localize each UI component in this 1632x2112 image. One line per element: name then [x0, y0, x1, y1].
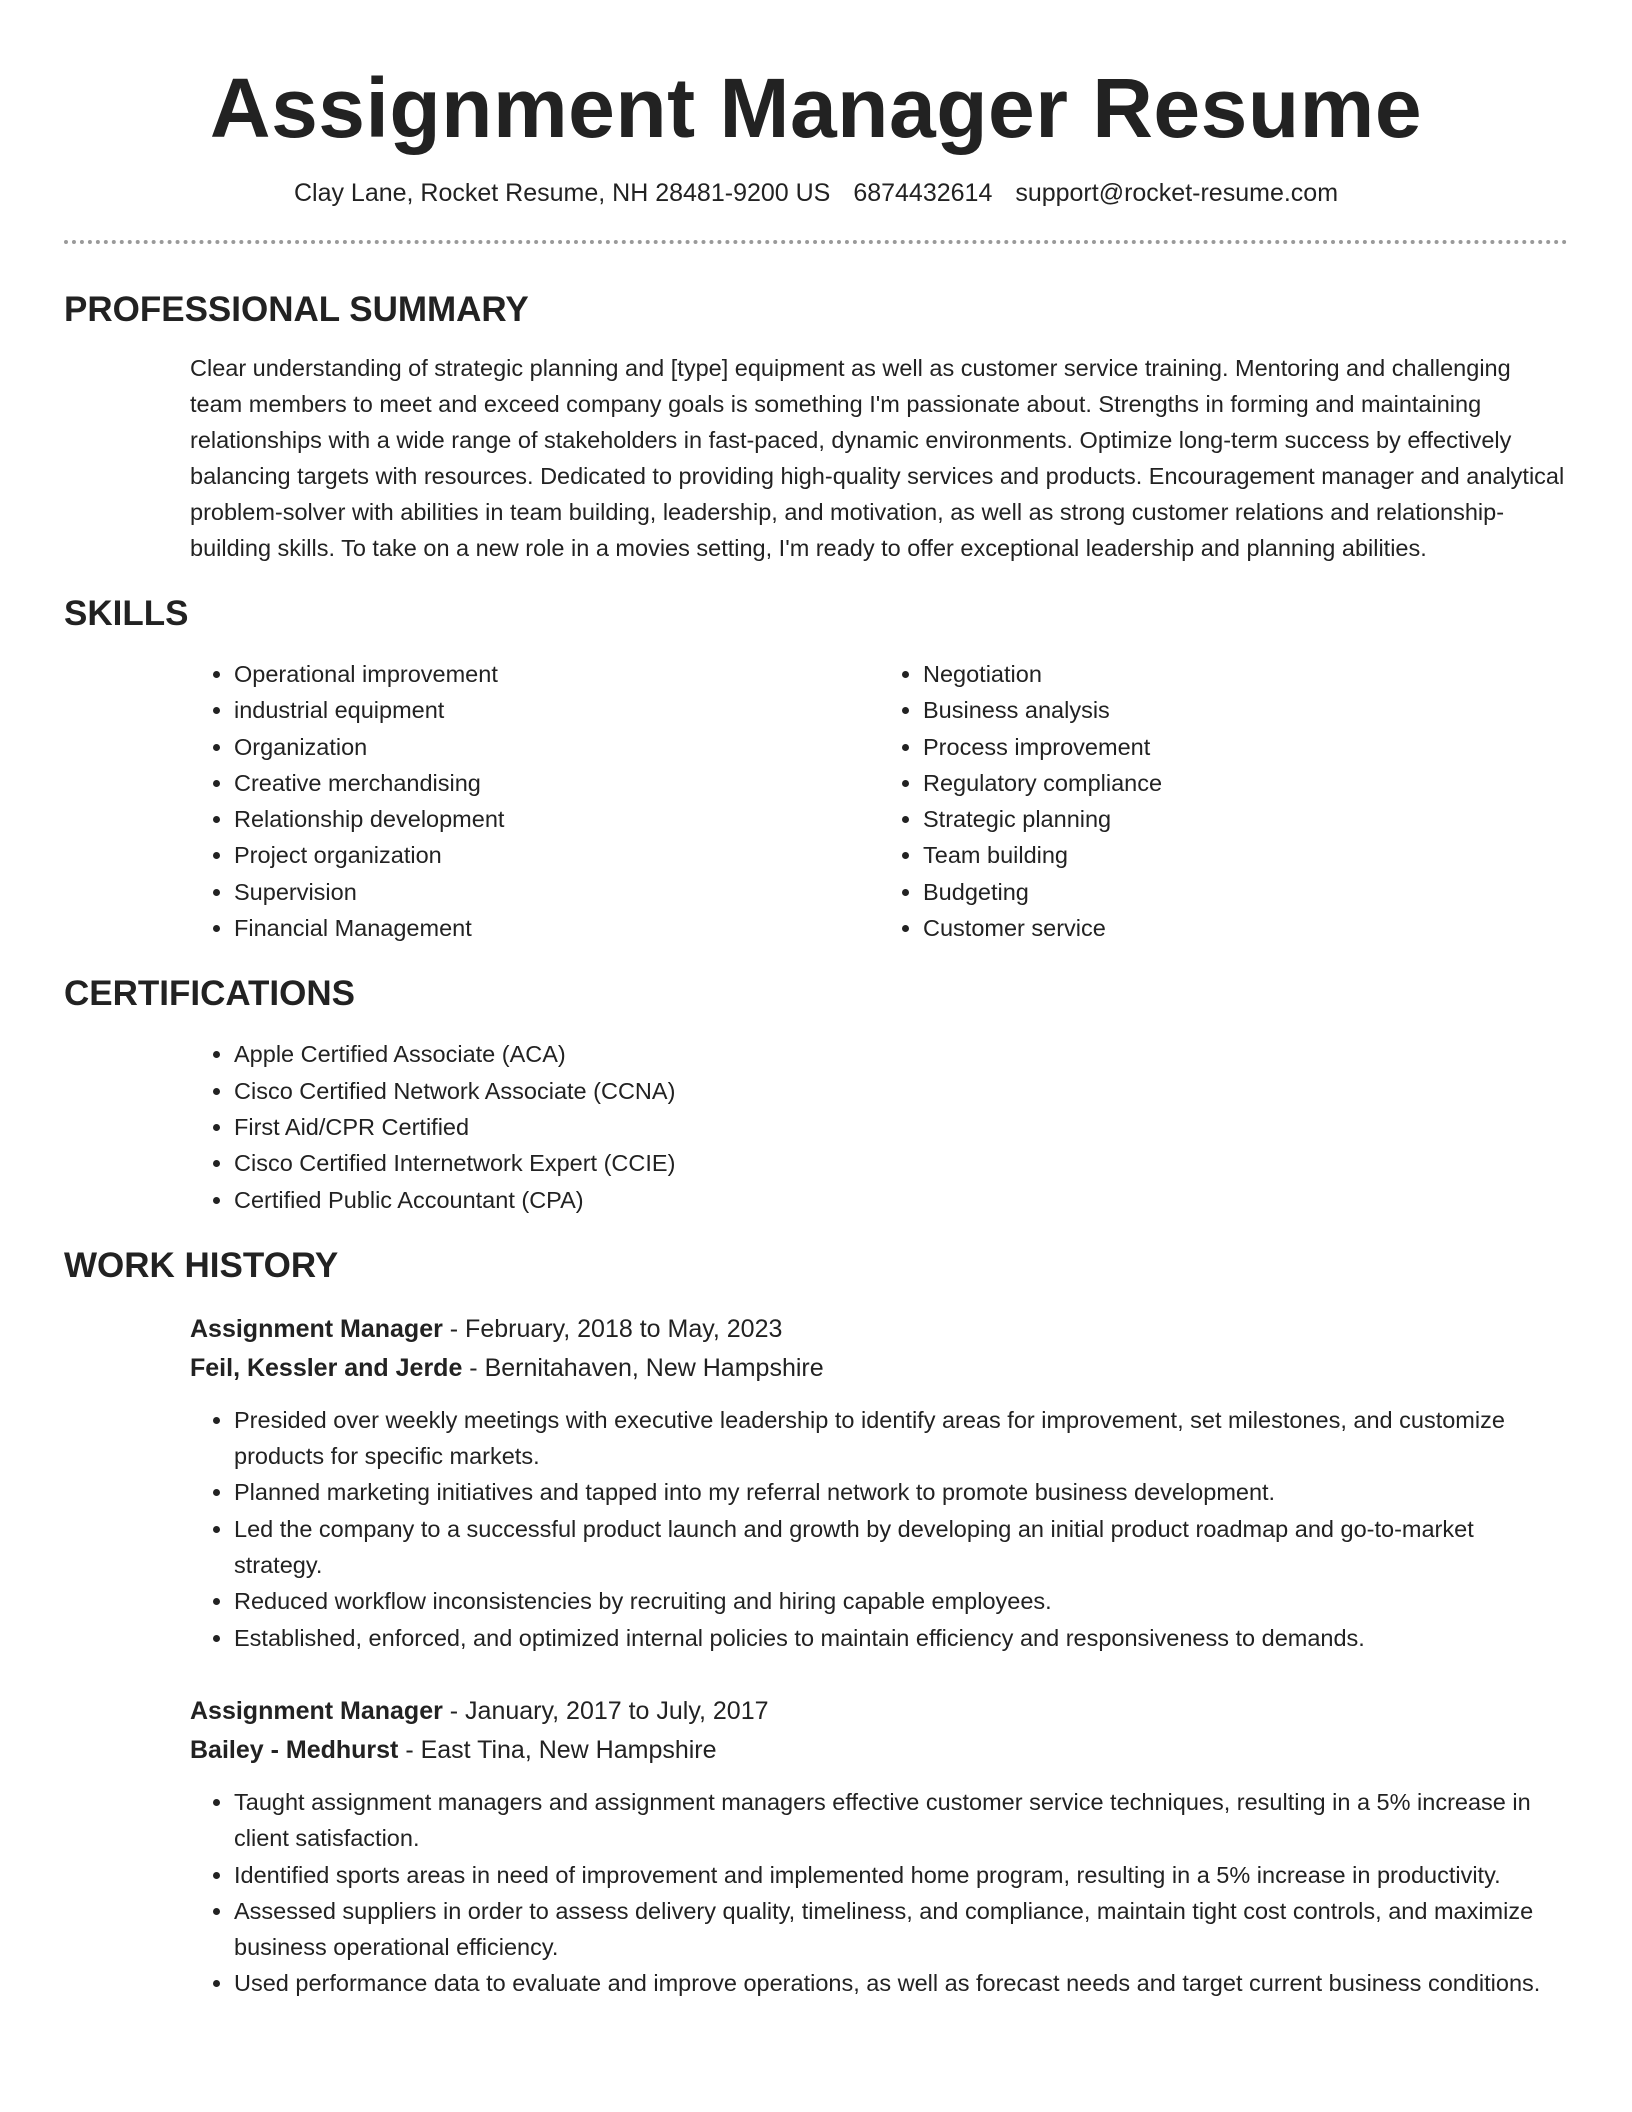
- contact-phone: 6874432614: [853, 179, 993, 207]
- contact-email: support@rocket-resume.com: [1015, 179, 1339, 207]
- skills-list-left: [190, 656, 879, 946]
- job-location: - Bernitahaven, New Hampshire: [462, 1353, 824, 1382]
- skill-item: • Creative merchandising: [234, 765, 879, 801]
- skill-item: • Customer service: [923, 910, 1568, 946]
- job-bullet: • Presided over weekly meetings with executive leadership to identify areas for improvement, set milestones, and customize products for specific markets.: [234, 1402, 1568, 1475]
- skill-item: • Team building: [923, 837, 1568, 873]
- skill-item: • Process improvement: [923, 729, 1568, 765]
- section-title-certifications: CERTIFICATIONS: [64, 974, 356, 1014]
- certifications-list: [190, 1036, 1568, 1217]
- skill-item: • Relationship development: [234, 801, 879, 837]
- job-bullet: • Used performance data to evaluate and improve operations, as well as forecast needs and target current business conditions.: [234, 1965, 1568, 2001]
- job-company: Feil, Kessler and Jerde: [190, 1353, 463, 1382]
- job-company-line: [190, 1349, 1568, 1388]
- section-title-summary: PROFESSIONAL SUMMARY: [64, 290, 529, 329]
- job-role: Assignment Manager: [190, 1314, 443, 1343]
- header-divider: [64, 240, 1568, 244]
- section-title-skills: SKILLS: [64, 594, 189, 633]
- job-location: - East Tina, New Hampshire: [398, 1735, 717, 1764]
- job-entry: [190, 1310, 1568, 1656]
- job-bullet: • Identified sports areas in need of improvement and implemented home program, resulting in a 5% increase in productivity.: [234, 1857, 1568, 1893]
- job-company-line: [190, 1731, 1568, 1770]
- certification-item: • Apple Certified Associate (ACA): [234, 1036, 1568, 1072]
- job-role-line: [190, 1692, 1568, 1731]
- job-company: Bailey - Medhurst: [190, 1735, 399, 1764]
- skill-item: • Business analysis: [923, 692, 1568, 728]
- job-bullet: • Planned marketing initiatives and tapped into my referral network to promote business development.: [234, 1474, 1568, 1510]
- skill-item: • Operational improvement: [234, 656, 879, 692]
- skill-item: • Project organization: [234, 837, 879, 873]
- skill-item: • Supervision: [234, 874, 879, 910]
- job-role-line: [190, 1310, 1568, 1349]
- skill-item: • industrial equipment: [234, 692, 879, 728]
- job-bullet: • Assessed suppliers in order to assess delivery quality, timeliness, and compliance, maintain tight cost controls, and maximize business operational efficiency.: [234, 1893, 1568, 1966]
- skill-item: • Financial Management: [234, 910, 879, 946]
- job-role: Assignment Manager: [190, 1696, 443, 1725]
- job-bullet: • Reduced workflow inconsistencies by recruiting and hiring capable employees.: [234, 1583, 1568, 1619]
- certification-item: • Cisco Certified Internetwork Expert (CCIE): [234, 1145, 1568, 1181]
- job-bullets: [190, 1402, 1568, 1656]
- job-bullets: [190, 1784, 1568, 2002]
- summary-text: Clear understanding of strategic planning and [type] equipment as well as customer service training. Mentoring and challenging team members to meet and exceed company goals is something I'm passionate about. Strengths in forming and maintaining relationships with a wide range of stakeholders in fast-paced, dynamic environments. Optimize long-term success by effectively balancing targets with resources. Dedicated to providing high-quality services and products. Encouragement manager and analytical problem-solver with abilities in team building, leadership, and motivation, as well as strong customer relations and relationship-building skills. To take on a new role in a movies setting, I'm ready to offer exceptional leadership and planning abilities.: [190, 355, 1565, 561]
- job-dates: - February, 2018 to May, 2023: [442, 1314, 783, 1343]
- skill-item: • Regulatory compliance: [923, 765, 1568, 801]
- skill-item: • Negotiation: [923, 656, 1568, 692]
- certifications-block: [190, 1036, 1568, 1217]
- skills-columns: [190, 656, 1568, 946]
- certification-item: • First Aid/CPR Certified: [234, 1109, 1568, 1145]
- certification-item: • Certified Public Accountant (CPA): [234, 1182, 1568, 1218]
- job-entry: [190, 1692, 1568, 2002]
- resume-title: Assignment Manager Resume: [209, 61, 1423, 155]
- job-bullet: • Led the company to a successful product launch and growth by developing an initial product roadmap and go-to-market strategy.: [234, 1511, 1568, 1584]
- resume-page: [64, 0, 1568, 2002]
- contact-address: Clay Lane, Rocket Resume, NH 28481-9200 US: [293, 179, 831, 207]
- certification-item: • Cisco Certified Network Associate (CCNA): [234, 1073, 1568, 1109]
- job-bullet: • Established, enforced, and optimized internal policies to maintain efficiency and responsiveness to demands.: [234, 1620, 1568, 1656]
- job-dates: - January, 2017 to July, 2017: [442, 1696, 769, 1725]
- skill-item: • Organization: [234, 729, 879, 765]
- contact-line: [64, 176, 1568, 210]
- job-bullet: • Taught assignment managers and assignment managers effective customer service techniques, resulting in a 5% increase in client satisfaction.: [234, 1784, 1568, 1857]
- skills-list-right: [879, 656, 1568, 946]
- section-title-work-history: WORK HISTORY: [64, 1245, 339, 1285]
- skill-item: • Budgeting: [923, 874, 1568, 910]
- skill-item: • Strategic planning: [923, 801, 1568, 837]
